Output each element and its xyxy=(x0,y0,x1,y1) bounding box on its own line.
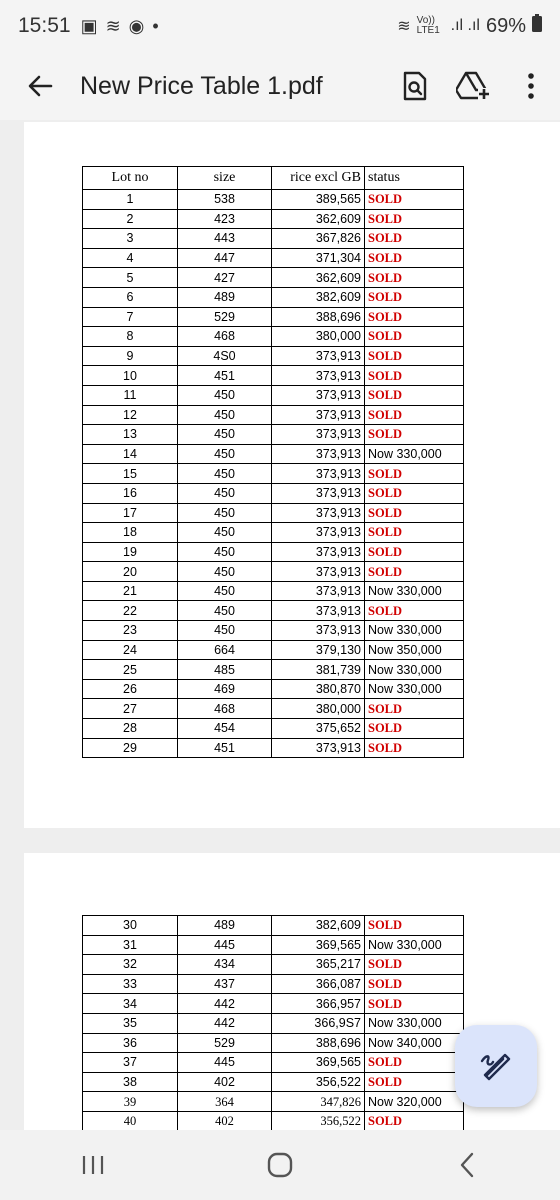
price-table-page2 xyxy=(82,915,464,1132)
table-row xyxy=(83,1072,464,1092)
status-cell: Now 320,000 xyxy=(365,1092,464,1112)
battery-icon xyxy=(532,14,542,38)
size-cell: 451 xyxy=(178,366,272,386)
header-price: rice excl GB xyxy=(272,167,365,190)
status-cell: SOLD xyxy=(365,738,464,758)
lot-cell: 35 xyxy=(83,1013,178,1033)
status-cell: SOLD xyxy=(365,229,464,249)
status-cell: SOLD xyxy=(365,699,464,719)
table-row xyxy=(83,542,464,562)
price-cell: 366,9S7 xyxy=(272,1013,365,1033)
price-cell: 356,522 xyxy=(272,1111,365,1131)
price-cell: 373,913 xyxy=(272,562,365,582)
price-cell: 365,217 xyxy=(272,955,365,975)
price-cell: 366,957 xyxy=(272,994,365,1014)
lot-cell: 8 xyxy=(83,327,178,347)
dot-icon: • xyxy=(152,15,159,36)
status-cell: SOLD xyxy=(365,268,464,288)
price-cell: 373,913 xyxy=(272,366,365,386)
lot-cell: 30 xyxy=(83,916,178,936)
size-cell: 469 xyxy=(178,679,272,699)
lot-cell: 27 xyxy=(83,699,178,719)
edit-fab-button[interactable] xyxy=(455,1025,537,1107)
lot-cell: 34 xyxy=(83,994,178,1014)
size-cell: 450 xyxy=(178,405,272,425)
lot-cell: 19 xyxy=(83,542,178,562)
recent-apps-icon xyxy=(81,1154,105,1176)
table-row xyxy=(83,974,464,994)
status-cell: Now 330,000 xyxy=(365,679,464,699)
lot-cell: 11 xyxy=(83,385,178,405)
size-cell: 489 xyxy=(178,916,272,936)
header-size: size xyxy=(178,167,272,190)
lot-cell: 20 xyxy=(83,562,178,582)
size-cell: 445 xyxy=(178,935,272,955)
app-bar xyxy=(0,52,560,120)
size-cell: 450 xyxy=(178,444,272,464)
price-cell: 373,913 xyxy=(272,601,365,621)
price-cell: 373,913 xyxy=(272,542,365,562)
table-row xyxy=(83,385,464,405)
table-row xyxy=(83,601,464,621)
table-row xyxy=(83,955,464,975)
status-cell: Now 330,000 xyxy=(365,660,464,680)
status-cell: SOLD xyxy=(365,503,464,523)
price-cell: 373,913 xyxy=(272,405,365,425)
size-cell: 450 xyxy=(178,385,272,405)
status-cell: SOLD xyxy=(365,483,464,503)
price-cell: 388,696 xyxy=(272,1033,365,1053)
price-cell: 373,913 xyxy=(272,738,365,758)
price-cell: 375,652 xyxy=(272,719,365,739)
lot-cell: 7 xyxy=(83,307,178,327)
lot-cell: 32 xyxy=(83,955,178,975)
price-cell: 381,739 xyxy=(272,660,365,680)
size-cell: 442 xyxy=(178,1013,272,1033)
back-button[interactable] xyxy=(0,73,80,99)
gallery-icon: ▣ xyxy=(80,15,98,36)
price-cell: 373,913 xyxy=(272,425,365,445)
status-cell: SOLD xyxy=(365,601,464,621)
recent-apps-button[interactable] xyxy=(43,1154,143,1176)
lot-cell: 28 xyxy=(83,719,178,739)
lot-cell: 33 xyxy=(83,974,178,994)
table-row xyxy=(83,994,464,1014)
table-row xyxy=(83,287,464,307)
table-row xyxy=(83,268,464,288)
status-cell: SOLD xyxy=(365,327,464,347)
size-cell: 538 xyxy=(178,190,272,210)
network-label: Vo)) LTE1 xyxy=(416,15,440,36)
lot-cell: 21 xyxy=(83,581,178,601)
lot-cell: 2 xyxy=(83,209,178,229)
lot-cell: 39 xyxy=(83,1092,178,1112)
size-cell: 450 xyxy=(178,562,272,582)
table-row xyxy=(83,1092,464,1112)
status-cell: Now 340,000 xyxy=(365,1033,464,1053)
size-cell: 468 xyxy=(178,327,272,347)
table-row xyxy=(83,581,464,601)
status-cell: SOLD xyxy=(365,1072,464,1092)
search-document-icon xyxy=(402,71,428,101)
price-table-page1 xyxy=(82,166,464,758)
price-cell: 373,913 xyxy=(272,385,365,405)
price-cell: 373,913 xyxy=(272,346,365,366)
table-row xyxy=(83,660,464,680)
table-body-page2 xyxy=(83,916,464,1132)
price-cell: 367,826 xyxy=(272,229,365,249)
size-cell: 437 xyxy=(178,974,272,994)
table-row xyxy=(83,1053,464,1073)
lot-cell: 23 xyxy=(83,621,178,641)
size-cell: 364 xyxy=(178,1092,272,1112)
table-row xyxy=(83,699,464,719)
status-cell: Now 330,000 xyxy=(365,1013,464,1033)
lot-cell: 6 xyxy=(83,287,178,307)
table-row xyxy=(83,935,464,955)
price-cell: 373,913 xyxy=(272,523,365,543)
lot-cell: 24 xyxy=(83,640,178,660)
wifi-icon: ≋ xyxy=(397,18,411,35)
system-back-button[interactable] xyxy=(417,1152,517,1178)
table-row xyxy=(83,190,464,210)
size-cell: 454 xyxy=(178,719,272,739)
status-cell: SOLD xyxy=(365,385,464,405)
size-cell: 489 xyxy=(178,287,272,307)
header-status: status xyxy=(365,167,464,190)
status-cell: SOLD xyxy=(365,719,464,739)
search-in-document-button[interactable] xyxy=(386,71,444,101)
lot-cell: 37 xyxy=(83,1053,178,1073)
table-row xyxy=(83,405,464,425)
more-options-button[interactable] xyxy=(502,73,560,99)
status-cell: SOLD xyxy=(365,366,464,386)
size-cell: 529 xyxy=(178,307,272,327)
price-cell: 380,000 xyxy=(272,699,365,719)
size-cell: 529 xyxy=(178,1033,272,1053)
size-cell: 451 xyxy=(178,738,272,758)
lot-cell: 18 xyxy=(83,523,178,543)
status-cell: Now 350,000 xyxy=(365,640,464,660)
price-cell: 371,304 xyxy=(272,248,365,268)
home-icon xyxy=(267,1152,293,1178)
drive-add-icon xyxy=(456,71,490,101)
table-row xyxy=(83,1033,464,1053)
lot-cell: 12 xyxy=(83,405,178,425)
status-cell: SOLD xyxy=(365,562,464,582)
price-cell: 366,087 xyxy=(272,974,365,994)
price-cell: 382,609 xyxy=(272,287,365,307)
price-cell: 379,130 xyxy=(272,640,365,660)
status-cell: SOLD xyxy=(365,405,464,425)
size-cell: 4S0 xyxy=(178,346,272,366)
price-cell: 388,696 xyxy=(272,307,365,327)
price-cell: 373,913 xyxy=(272,581,365,601)
size-cell: 450 xyxy=(178,425,272,445)
add-to-drive-button[interactable] xyxy=(444,71,502,101)
price-cell: 389,565 xyxy=(272,190,365,210)
status-cell: SOLD xyxy=(365,916,464,936)
price-cell: 347,826 xyxy=(272,1092,365,1112)
lot-cell: 5 xyxy=(83,268,178,288)
table-row xyxy=(83,640,464,660)
table-row xyxy=(83,1013,464,1033)
table-row xyxy=(83,719,464,739)
status-cell: SOLD xyxy=(365,974,464,994)
price-cell: 362,609 xyxy=(272,268,365,288)
status-cell: Now 330,000 xyxy=(365,581,464,601)
lot-cell: 15 xyxy=(83,464,178,484)
table-row xyxy=(83,483,464,503)
edit-pen-icon xyxy=(479,1049,513,1083)
price-cell: 373,913 xyxy=(272,503,365,523)
notification-icons xyxy=(81,16,159,37)
lot-cell: 31 xyxy=(83,935,178,955)
lot-cell: 13 xyxy=(83,425,178,445)
lot-cell: 36 xyxy=(83,1033,178,1053)
lot-cell: 17 xyxy=(83,503,178,523)
status-cell: Now 330,000 xyxy=(365,444,464,464)
price-cell: 373,913 xyxy=(272,444,365,464)
size-cell: 450 xyxy=(178,503,272,523)
price-cell: 362,609 xyxy=(272,209,365,229)
size-cell: 434 xyxy=(178,955,272,975)
status-cell: SOLD xyxy=(365,425,464,445)
lot-cell: 22 xyxy=(83,601,178,621)
lot-cell: 16 xyxy=(83,483,178,503)
table-row xyxy=(83,346,464,366)
size-cell: 450 xyxy=(178,464,272,484)
pdf-page-1[interactable] xyxy=(24,122,560,828)
price-cell: 380,000 xyxy=(272,327,365,347)
lot-cell: 40 xyxy=(83,1111,178,1131)
size-cell: 450 xyxy=(178,601,272,621)
size-cell: 445 xyxy=(178,1053,272,1073)
size-cell: 447 xyxy=(178,248,272,268)
price-cell: 369,565 xyxy=(272,935,365,955)
price-cell: 373,913 xyxy=(272,483,365,503)
lot-cell: 10 xyxy=(83,366,178,386)
lot-cell: 3 xyxy=(83,229,178,249)
status-cell: SOLD xyxy=(365,346,464,366)
signal-bars-icon: .ıl .ıl xyxy=(450,17,480,34)
size-cell: 450 xyxy=(178,483,272,503)
size-cell: 450 xyxy=(178,523,272,543)
size-cell: 443 xyxy=(178,229,272,249)
status-cell: SOLD xyxy=(365,542,464,562)
status-cell: SOLD xyxy=(365,955,464,975)
system-nav-bar xyxy=(0,1130,560,1200)
size-cell: 442 xyxy=(178,994,272,1014)
lot-cell: 9 xyxy=(83,346,178,366)
clock: 15:51 xyxy=(18,14,71,37)
price-cell: 373,913 xyxy=(272,621,365,641)
table-row xyxy=(83,562,464,582)
size-cell: 664 xyxy=(178,640,272,660)
table-row xyxy=(83,738,464,758)
status-cell: SOLD xyxy=(365,287,464,307)
table-row xyxy=(83,366,464,386)
price-cell: 369,565 xyxy=(272,1053,365,1073)
instagram-icon: ◉ xyxy=(128,15,145,36)
document-title: New Price Table 1.pdf xyxy=(80,71,323,100)
lot-cell: 26 xyxy=(83,679,178,699)
size-cell: 468 xyxy=(178,699,272,719)
table-row xyxy=(83,248,464,268)
table-row xyxy=(83,425,464,445)
status-cell: SOLD xyxy=(365,190,464,210)
table-row xyxy=(83,503,464,523)
status-cell: Now 330,000 xyxy=(365,935,464,955)
status-cell: SOLD xyxy=(365,1111,464,1131)
size-cell: 427 xyxy=(178,268,272,288)
header-lot-no: Lot no xyxy=(83,167,178,190)
table-row xyxy=(83,916,464,936)
table-header-row xyxy=(83,167,464,190)
table-row xyxy=(83,307,464,327)
price-cell: 373,913 xyxy=(272,464,365,484)
price-cell: 380,870 xyxy=(272,679,365,699)
status-cell: SOLD xyxy=(365,209,464,229)
status-bar xyxy=(0,0,560,52)
status-cell: SOLD xyxy=(365,523,464,543)
status-cell: SOLD xyxy=(365,994,464,1014)
status-cell: Now 330,000 xyxy=(365,621,464,641)
status-cell: SOLD xyxy=(365,1053,464,1073)
status-cell: SOLD xyxy=(365,248,464,268)
lot-cell: 1 xyxy=(83,190,178,210)
size-cell: 450 xyxy=(178,581,272,601)
size-cell: 402 xyxy=(178,1072,272,1092)
lot-cell: 14 xyxy=(83,444,178,464)
status-cell: SOLD xyxy=(365,307,464,327)
size-cell: 423 xyxy=(178,209,272,229)
lot-cell: 29 xyxy=(83,738,178,758)
table-row xyxy=(83,327,464,347)
table-row xyxy=(83,1111,464,1131)
status-cell: SOLD xyxy=(365,464,464,484)
table-row xyxy=(83,444,464,464)
home-button[interactable] xyxy=(230,1152,330,1178)
signal-icon: ≋ xyxy=(105,15,121,36)
table-row xyxy=(83,679,464,699)
size-cell: 450 xyxy=(178,621,272,641)
price-cell: 382,609 xyxy=(272,916,365,936)
arrow-left-icon xyxy=(27,73,53,99)
system-icons xyxy=(397,14,542,38)
table-row xyxy=(83,464,464,484)
table-row xyxy=(83,209,464,229)
table-body-page1 xyxy=(83,190,464,758)
more-vert-icon xyxy=(527,73,535,99)
size-cell: 485 xyxy=(178,660,272,680)
chevron-left-icon xyxy=(459,1152,475,1178)
price-cell: 356,522 xyxy=(272,1072,365,1092)
table-row xyxy=(83,621,464,641)
size-cell: 450 xyxy=(178,542,272,562)
lot-cell: 38 xyxy=(83,1072,178,1092)
lot-cell: 25 xyxy=(83,660,178,680)
lot-cell: 4 xyxy=(83,248,178,268)
size-cell: 402 xyxy=(178,1111,272,1131)
battery-level: 69% xyxy=(485,14,526,37)
table-row xyxy=(83,229,464,249)
table-row xyxy=(83,523,464,543)
